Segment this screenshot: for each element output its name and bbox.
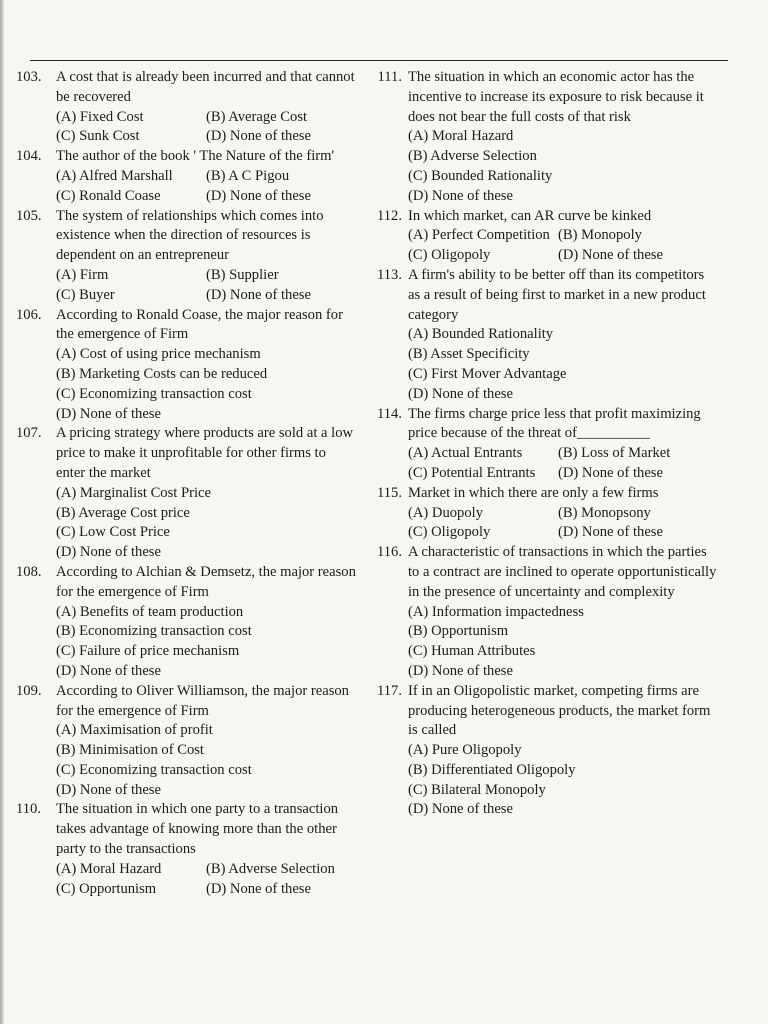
option-b: (B) Adverse Selection [206, 860, 335, 877]
question-108 [16, 563, 356, 682]
option-d: (D) None of these [56, 781, 161, 798]
question-stem: The situation in which one party to a transaction takes advantage of knowing more than the other party to the transactions [56, 801, 339, 858]
option-c: (C) Human Attributes [408, 643, 536, 660]
option-d: (D) None of these [206, 187, 311, 204]
option-c: (C) Opportunism [56, 880, 157, 897]
question-body [408, 543, 718, 682]
right-column [366, 68, 718, 820]
option-d: (D) None of these [408, 662, 513, 679]
options [56, 603, 356, 682]
question-body [56, 682, 356, 801]
option-c: (C) Bilateral Monopoly [408, 781, 546, 798]
option-a: (A) Information impactedness [408, 603, 584, 620]
question-stem: According to Ronald Coase, the major reason for the emergence of Firm [56, 306, 343, 343]
options [408, 444, 718, 484]
question-body [408, 266, 718, 405]
question-number: 113. [377, 266, 402, 283]
question-body [408, 682, 718, 821]
question-number: 110. [16, 801, 41, 818]
option-b: (B) A C Pigou [206, 167, 290, 184]
option-a: (A) Moral Hazard [408, 128, 514, 145]
question-body [408, 207, 718, 266]
option-c: (C) Potential Entrants [408, 464, 536, 481]
option-c: (C) Economizing transaction cost [56, 761, 252, 778]
page-left-edge [0, 0, 4, 1024]
options [408, 603, 718, 682]
question-104 [16, 147, 356, 206]
left-column [16, 68, 356, 899]
question-stem: A characteristic of transactions in which the parties to a contract are inclined to operate opportunistically in the presence of uncertainty and complexity [408, 544, 717, 600]
option-c: (C) First Mover Advantage [408, 365, 567, 382]
option-a: (A) Moral Hazard [56, 860, 162, 877]
option-d: (D) None of these [408, 187, 513, 204]
question-number: 104. [16, 148, 42, 165]
option-b: (B) Minimisation of Cost [56, 742, 204, 759]
question-117 [366, 682, 718, 821]
question-103 [16, 68, 356, 147]
option-d: (D) None of these [56, 662, 161, 679]
option-a: (A) Benefits of team production [56, 603, 244, 620]
question-113 [366, 266, 718, 405]
option-a: (A) Duopoly [408, 504, 483, 521]
question-116 [366, 543, 718, 682]
option-b: (B) Differentiated Oligopoly [408, 761, 576, 778]
option-d: (D) None of these [408, 385, 513, 402]
option-a: (A) Firm [56, 266, 109, 283]
question-number: 114. [377, 405, 402, 422]
question-number: 107. [16, 425, 42, 442]
option-a: (A) Bounded Rationality [408, 326, 554, 343]
question-number: 105. [16, 207, 42, 224]
option-b: (B) Supplier [206, 266, 279, 283]
option-a: (A) Cost of using price mechanism [56, 346, 261, 363]
question-110 [16, 800, 356, 899]
option-b: (B) Opportunism [408, 623, 509, 640]
option-a: (A) Alfred Marshall [56, 167, 173, 184]
options [408, 325, 718, 404]
options [56, 860, 356, 900]
option-c: (C) Failure of price mechanism [56, 643, 240, 660]
question-stem: According to Oliver Williamson, the major reason for the emergence of Firm [56, 682, 349, 719]
option-d: (D) None of these [206, 880, 311, 897]
question-stem: If in an Oligopolistic market, competing firms are producing heterogeneous products, the market form is called [408, 682, 711, 739]
question-stem: A firm's ability to be better off than its competitors as a result of being first to market in a new product category [408, 266, 706, 323]
question-stem: The firms charge price less that profit maximizing price because of the threat of__________ [408, 405, 701, 442]
question-111 [366, 68, 718, 207]
question-number: 103. [16, 69, 42, 85]
options [408, 504, 718, 544]
option-b: (B) Economizing transaction cost [56, 623, 252, 640]
option-c: (C) Buyer [56, 286, 115, 303]
option-c: (C) Oligopoly [408, 524, 491, 541]
question-112 [366, 207, 718, 266]
options [408, 127, 718, 206]
question-stem: A cost that is already been incurred and that cannot be recovered [56, 69, 355, 105]
question-stem: In which market, can AR curve be kinked [408, 207, 652, 224]
option-b: (B) Average Cost [206, 108, 308, 125]
question-115 [366, 484, 718, 543]
question-stem: The author of the book ' The Nature of the firm' [56, 148, 335, 165]
option-b: (B) Asset Specificity [408, 346, 530, 363]
question-body [56, 207, 356, 306]
option-d: (D) None of these [558, 524, 663, 541]
options [56, 108, 356, 148]
question-number: 108. [16, 563, 42, 580]
options [408, 226, 718, 266]
question-stem: Market in which there are only a few firms [408, 484, 659, 501]
question-106 [16, 306, 356, 425]
question-114 [366, 405, 718, 484]
question-number: 111. [377, 69, 402, 85]
option-b: (B) Adverse Selection [408, 148, 537, 165]
option-c: (C) Economizing transaction cost [56, 385, 252, 402]
question-number: 109. [16, 682, 42, 699]
question-body [56, 563, 356, 682]
option-d: (D) None of these [206, 286, 311, 303]
question-body [56, 424, 356, 563]
option-b: (B) Monopsony [558, 504, 651, 521]
option-c: (C) Low Cost Price [56, 524, 170, 541]
options [56, 167, 356, 207]
question-body [56, 800, 356, 899]
question-number: 116. [377, 544, 402, 561]
question-body [408, 68, 718, 207]
options [56, 266, 356, 306]
option-b: (B) Average Cost price [56, 504, 190, 521]
question-body [56, 306, 356, 425]
option-d: (D) None of these [408, 801, 513, 818]
question-stem: The system of relationships which comes into existence when the direction of resources is dependent on an entrepreneur [56, 207, 324, 264]
option-c: (C) Bounded Rationality [408, 167, 553, 184]
question-body [408, 405, 718, 484]
option-a: (A) Perfect Competition [408, 227, 550, 244]
options [56, 721, 356, 800]
question-105 [16, 207, 356, 306]
option-a: (A) Fixed Cost [56, 108, 144, 125]
option-d: (D) None of these [206, 128, 311, 145]
question-107 [16, 424, 356, 563]
options [56, 484, 356, 563]
option-a: (A) Maximisation of profit [56, 722, 213, 739]
question-number: 106. [16, 306, 42, 323]
option-d: (D) None of these [56, 405, 161, 422]
option-c: (C) Sunk Cost [56, 128, 140, 145]
question-body [56, 147, 356, 206]
question-number: 115. [377, 484, 402, 501]
options [408, 741, 718, 820]
option-d: (D) None of these [558, 247, 663, 264]
question-stem: The situation in which an economic actor has the incentive to increase its exposure to risk because it does not bear the full costs of that risk [408, 69, 704, 125]
option-b: (B) Marketing Costs can be reduced [56, 365, 268, 382]
option-b: (B) Loss of Market [558, 445, 671, 462]
option-a: (A) Pure Oligopoly [408, 742, 522, 759]
question-stem: According to Alchian & Demsetz, the major reason for the emergence of Firm [56, 563, 356, 600]
top-rule [30, 60, 728, 61]
option-a: (A) Actual Entrants [408, 445, 523, 462]
question-number: 117. [377, 682, 402, 699]
question-stem: A pricing strategy where products are sold at a low price to make it unprofitable for other firms to enter the market [56, 425, 354, 481]
option-c: (C) Oligopoly [408, 247, 491, 264]
option-a: (A) Marginalist Cost Price [56, 484, 211, 501]
option-d: (D) None of these [558, 464, 663, 481]
options [56, 345, 356, 424]
option-b: (B) Monopoly [558, 227, 642, 244]
question-109 [16, 682, 356, 801]
question-body [408, 484, 718, 543]
question-number: 112. [377, 207, 402, 224]
option-d: (D) None of these [56, 544, 161, 561]
option-c: (C) Ronald Coase [56, 187, 161, 204]
question-body [56, 68, 356, 147]
